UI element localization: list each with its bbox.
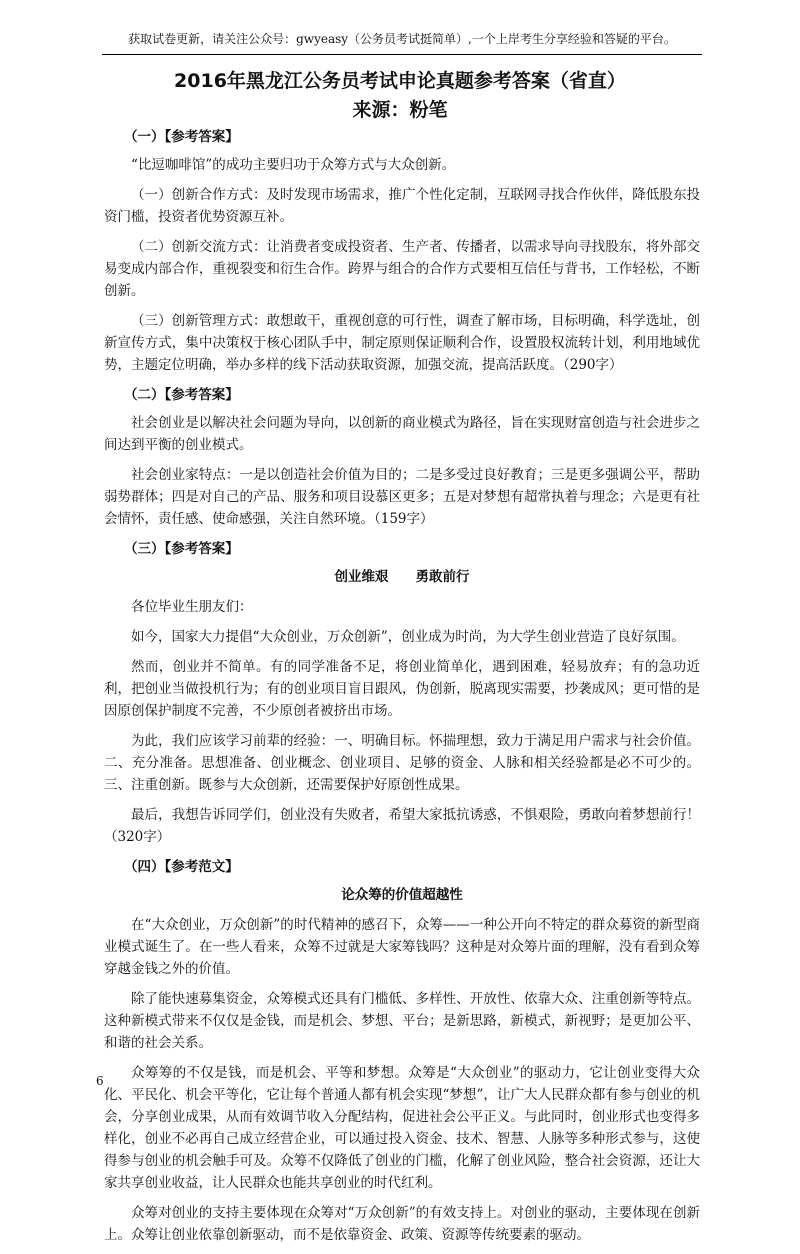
document-body — [104, 126, 700, 1254]
page-header: 获取试卷更新，请关注公众号：gwyeasy（公务员考试挺简单）,一个上岸考生分享经验和答疑的平台。 — [102, 30, 702, 55]
section-heading-2: （二）【参考答案】 — [124, 387, 239, 403]
paragraph: 社会创业家特点：一是以创造社会价值为目的；二是多受过良好教育；三是更多强调公平，帮助弱势群体；四是对自己的产品、服务和项目设慕区更多；五是对梦想有超常执着与理念；六是更有社会情怀，责任感、使命感强，关注自然环境。（159字） — [104, 467, 700, 527]
paragraph: 为此，我们应该学习前辈的经验：一、明确目标。怀揣理想，致力于满足用户需求与社会价值。二、充分准备。思想准备、创业概念、创业项目、足够的资金、人脉和相关经验都是必不可少的。三、注重创新。既参与大众创新，还需要保护好原创性成果。 — [104, 733, 700, 793]
section-heading-1: （一）【参考答案】 — [124, 129, 239, 145]
paragraph: 各位毕业生朋友们： — [131, 599, 253, 615]
paragraph: （三）创新管理方式：敢想敢干，重视创意的可行性，调查了解市场，目标明确，科学选址，创新宣传方式，集中决策权于核心团队手中，制定原则保证顺利合作，设置股权流转计划，利用地域优势，主题定位明确，举办多样的线下活动获取资源，加强交流，提高活跃度。（290字） — [104, 313, 700, 373]
paragraph: 众筹筹的不仅是钱，而是机会、平等和梦想。众筹是“大众创业”的驱动力，它让创业变得大众化、平民化、机会平等化，它让每个普通人都有机会实现“梦想”，让广大人民群众都有参与创业的机会，分享创业成果，从而有效调节收入分配结构，促进社会公平正义。与此同时，创业形式也变得多样化，创业不必再自己成立经营企业，可以通过投入资金、技术、智慧、人脉等多种形式参与，这使得参与创业的机会触手可及。众筹不仅降低了创业的门槛，化解了创业风险，整合社会资源，还让大家共享创业收益，让人民群众也能共享创业的时代红利。 — [104, 1065, 700, 1191]
paragraph: 社会创业是以解决社会问题为导向，以创新的商业模式为路径，旨在实现财富创造与社会进步之间达到平衡的创业模式。 — [104, 415, 700, 453]
paragraph: 然而，创业并不简单。有的同学准备不足，将创业简单化，遇到困难，轻易放弃；有的急功近利，把创业当做投机行为；有的创业项目盲目跟风，伪创新，脱离现实需要，抄袭成风；更可惜的是因原创保护制度不完善，不少原创者被挤出市场。 — [104, 659, 700, 719]
paragraph: 众筹对创业的支持主要体现在众筹对“万众创新”的有效支持上。对创业的驱动，主要体现在创新上。众筹让创业依靠创新驱动，而不是依靠资金、政策、资源等传统要素的驱动。 — [104, 1205, 700, 1243]
essay-subtitle: 创业维艰 勇敢前行 — [334, 569, 470, 585]
paragraph: 除了能快速募集资金，众筹模式还具有门槛低、多样性、开放性、依靠大众、注重创新等特点。这种新模式带来不仅仅是金钱，而是机会、梦想、平台；是新思路，新模式，新视野；是更加公平、和谐的社会关系。 — [104, 991, 700, 1051]
paragraph: 如今，国家大力提倡“大众创业，万众创新”，创业成为时尚，为大学生创业营造了良好氛围。 — [131, 629, 685, 645]
paragraph: 最后，我想告诉同学们，创业没有失败者，希望大家抵抗诱惑，不惧艰险，勇敢向着梦想前行！（320字） — [104, 807, 700, 845]
paragraph: （一）创新合作方式：及时发现市场需求，推广个性化定制，互联网寻找合作伙伴，降低股东投资门槛，投资者优势资源互补。 — [104, 187, 700, 225]
essay-title: 论众筹的价值超越性 — [341, 887, 463, 903]
document-title: 2016年黑龙江公务员考试申论真题参考答案（省直） — [174, 70, 626, 92]
section-heading-4: （四）【参考范文】 — [124, 859, 239, 875]
page-number: 6 — [96, 1074, 104, 1088]
paragraph: 在“大众创业，万众创新”的时代精神的感召下，众筹——一种公开向不特定的群众募资的新型商业模式诞生了。在一些人看来，众筹不过就是大家筹钱吗？这种是对众筹片面的理解，没有看到众筹穿越金钱之外的价值。 — [104, 917, 700, 977]
paragraph: （二）创新交流方式：让消费者变成投资者、生产者、传播者，以需求导向寻找股东，将外部交易变成内部合作，重视裂变和衍生合作。跨界与组合的合作方式要相互信任与背书，工作轻松，不断创新。 — [104, 239, 700, 299]
paragraph: “比逗咖啡馆”的成功主要归功于众筹方式与大众创新。 — [131, 157, 456, 173]
section-heading-3: （三）【参考答案】 — [124, 541, 239, 557]
document-source: 来源：粉笔 — [352, 99, 448, 121]
